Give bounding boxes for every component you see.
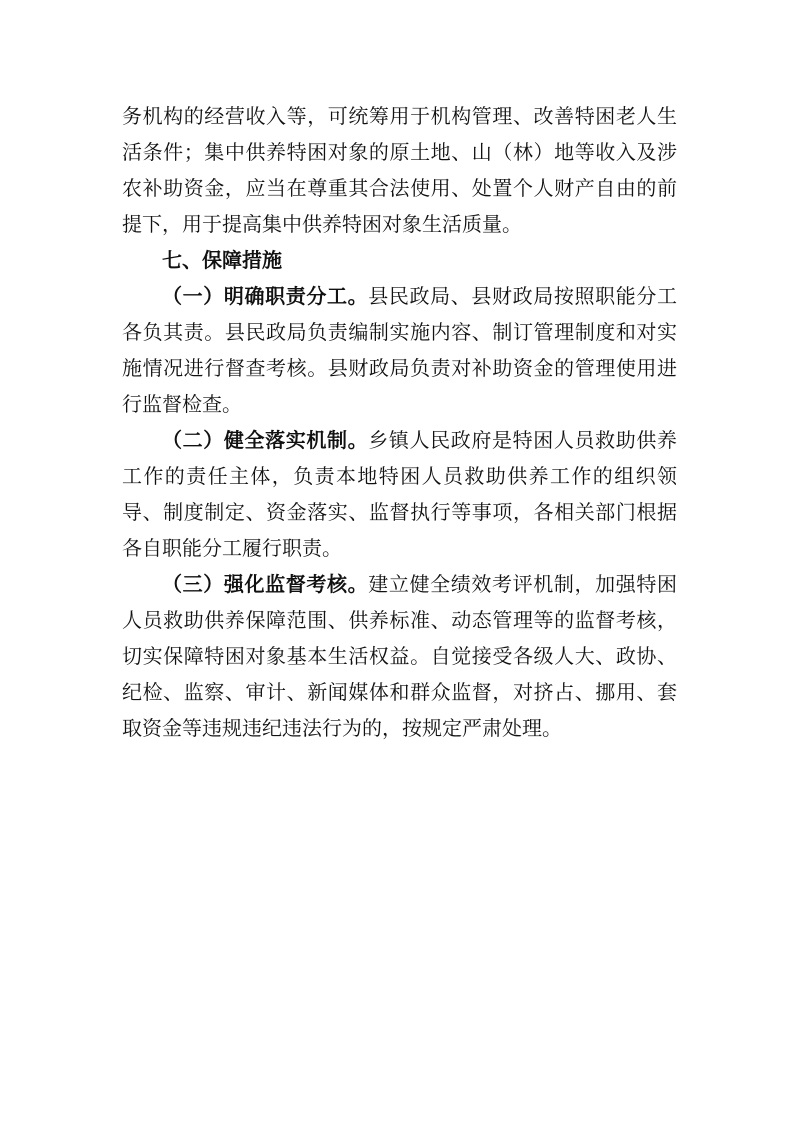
continuation-paragraph: 务机构的经营收入等，可统筹用于机构管理、改善特困老人生活条件；集中供养特困对象的原土地、山（林）地等收入及涉农补助资金，应当在尊重其合法使用、处置个人财产自由的前提下，用于提高集中供养特困对象生活质量。 bbox=[122, 104, 677, 236]
measure-body-3: 建立健全绩效考评机制，加强特困人员救助供养保障范围、供养标准、动态管理等的监督考核，切实保障特困对象基本生活权益。自觉接受各级人大、政协、纪检、监察、审计、新闻媒体和群众监督，对挤占、挪用、套取资金等违规违纪违法行为的，按规定严肃处理。 bbox=[122, 572, 677, 740]
measure-lead-1: （一）明确职责分工。 bbox=[162, 284, 369, 308]
measure-body-2: 乡镇人民政府是特困人员救助供养工作的责任主体，负责本地特困人员救助供养工作的组织领导、制度制定、资金落实、监督执行等事项，各相关部门根据各自职能分工履行职责。 bbox=[122, 428, 677, 560]
measure-paragraph-2 bbox=[122, 422, 677, 566]
section-heading: 七、保障措施 bbox=[162, 248, 282, 272]
measure-lead-3: （三）强化监督考核。 bbox=[162, 572, 369, 596]
measure-paragraph-3 bbox=[122, 566, 677, 746]
measure-body-1: 县民政局、县财政局按照职能分工各负其责。县民政局负责编制实施内容、制订管理制度和对实施情况进行督查考核。县财政局负责对补助资金的管理使用进行监督检查。 bbox=[122, 284, 677, 416]
document-body bbox=[122, 98, 677, 746]
measure-lead-2: （二）健全落实机制。 bbox=[162, 428, 369, 452]
measure-paragraph-1 bbox=[122, 278, 677, 422]
